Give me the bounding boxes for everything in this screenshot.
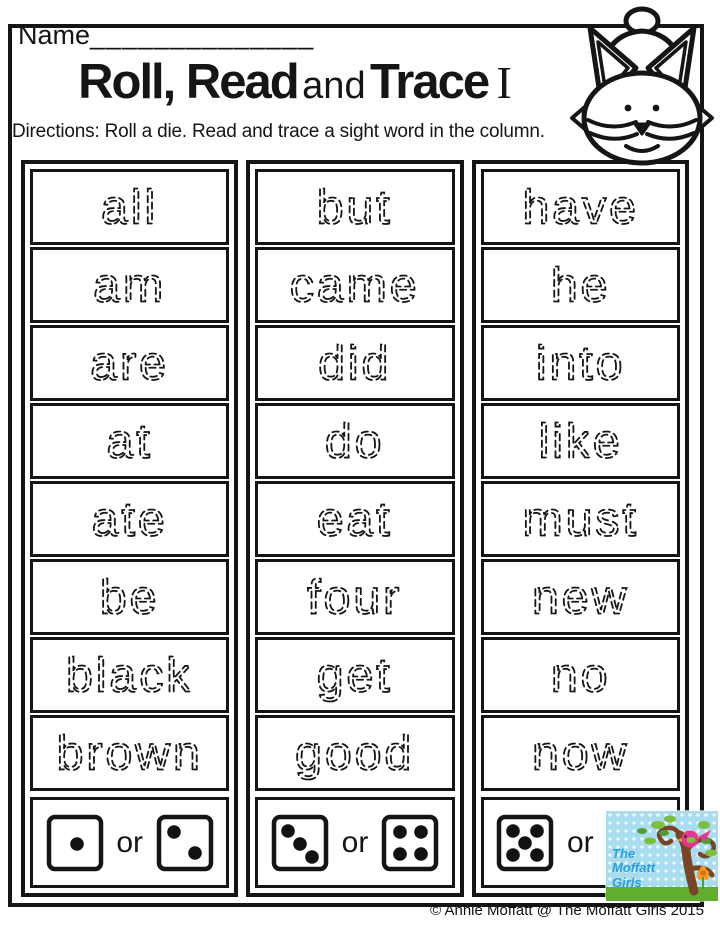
die-5-icon xyxy=(495,813,555,873)
trace-word[interactable]: have xyxy=(522,180,639,235)
trace-word-cell[interactable] xyxy=(255,325,454,401)
column-2 xyxy=(246,160,463,897)
trace-word-cell[interactable] xyxy=(30,403,229,479)
trace-word[interactable]: am xyxy=(93,258,167,313)
logo-line-3: Girls xyxy=(612,874,642,890)
word-table xyxy=(21,160,689,897)
trace-word-cell[interactable] xyxy=(30,169,229,245)
die-1-icon xyxy=(45,813,105,873)
trace-word-cell[interactable] xyxy=(30,247,229,323)
trace-word-cell[interactable] xyxy=(481,715,680,791)
directions-text: Directions: Roll a die. Read and trace a sight word in the column. xyxy=(12,121,545,142)
page-title xyxy=(0,54,590,110)
trace-word-cell[interactable] xyxy=(481,481,680,557)
logo-line-2: Moffatt xyxy=(612,860,656,876)
trace-word-cell[interactable] xyxy=(481,325,680,401)
trace-word[interactable]: no xyxy=(550,648,611,703)
trace-word[interactable]: all xyxy=(101,180,159,235)
moffatt-girls-logo xyxy=(606,811,718,901)
trace-word-cell[interactable] xyxy=(30,559,229,635)
trace-word-cell[interactable] xyxy=(255,403,454,479)
trace-word-cell[interactable] xyxy=(255,715,454,791)
trace-word-cell[interactable] xyxy=(30,715,229,791)
trace-word-cell[interactable] xyxy=(30,481,229,557)
copyright-text: © Annie Moffatt @ The Moffatt Girls 2015 xyxy=(430,902,704,919)
trace-word[interactable]: do xyxy=(325,414,385,469)
trace-word-cell[interactable] xyxy=(255,637,454,713)
trace-word[interactable]: must xyxy=(522,492,639,547)
dice-legend-1 xyxy=(30,797,229,888)
trace-word[interactable]: new xyxy=(531,570,629,625)
trace-word[interactable]: black xyxy=(66,648,194,703)
logo-text xyxy=(612,847,655,890)
die-2-icon xyxy=(155,813,215,873)
title-roll-read: Roll, Read xyxy=(78,55,298,109)
trace-word[interactable]: at xyxy=(106,414,153,469)
fox-clipart-icon xyxy=(566,4,718,166)
trace-word-cell[interactable] xyxy=(481,403,680,479)
name-row xyxy=(18,20,314,51)
logo-line-1: The xyxy=(612,846,636,861)
trace-word-cell[interactable] xyxy=(255,169,454,245)
dice-legend-2 xyxy=(255,797,454,888)
trace-word[interactable]: like xyxy=(538,414,623,469)
trace-word[interactable]: did xyxy=(318,336,392,391)
trace-word-cell[interactable] xyxy=(481,637,680,713)
trace-word-cell[interactable] xyxy=(481,169,680,245)
die-3-icon xyxy=(270,813,330,873)
trace-word[interactable]: eat xyxy=(317,492,393,547)
trace-word[interactable]: good xyxy=(295,726,415,781)
trace-word-cell[interactable] xyxy=(255,247,454,323)
title-numeral: I xyxy=(496,57,512,108)
title-and: and xyxy=(302,65,366,107)
title-trace: Trace xyxy=(370,55,489,109)
trace-word[interactable]: get xyxy=(317,648,393,703)
die-4-icon xyxy=(380,813,440,873)
trace-word[interactable]: four xyxy=(307,570,403,625)
trace-word[interactable]: now xyxy=(531,726,629,781)
trace-word-cell[interactable] xyxy=(481,247,680,323)
name-blank-line[interactable]: ______________ xyxy=(90,20,315,50)
or-label: or xyxy=(341,825,369,859)
trace-word[interactable]: be xyxy=(99,570,160,625)
trace-word-cell[interactable] xyxy=(30,637,229,713)
column-1 xyxy=(21,160,238,897)
or-label: or xyxy=(116,825,143,859)
trace-word-cell[interactable] xyxy=(30,325,229,401)
trace-word-cell[interactable] xyxy=(255,481,454,557)
name-label: Name xyxy=(18,20,91,50)
trace-word[interactable]: into xyxy=(535,336,626,391)
column-3 xyxy=(472,160,689,897)
trace-word[interactable]: ate xyxy=(91,492,168,547)
trace-word[interactable]: he xyxy=(550,258,611,313)
or-label: or xyxy=(566,825,594,859)
trace-word-cell[interactable] xyxy=(481,559,680,635)
trace-word[interactable]: are xyxy=(90,336,169,391)
trace-word[interactable]: but xyxy=(317,180,393,235)
trace-word[interactable]: brown xyxy=(56,726,203,781)
trace-word-cell[interactable] xyxy=(255,559,454,635)
trace-word[interactable]: came xyxy=(290,258,420,313)
